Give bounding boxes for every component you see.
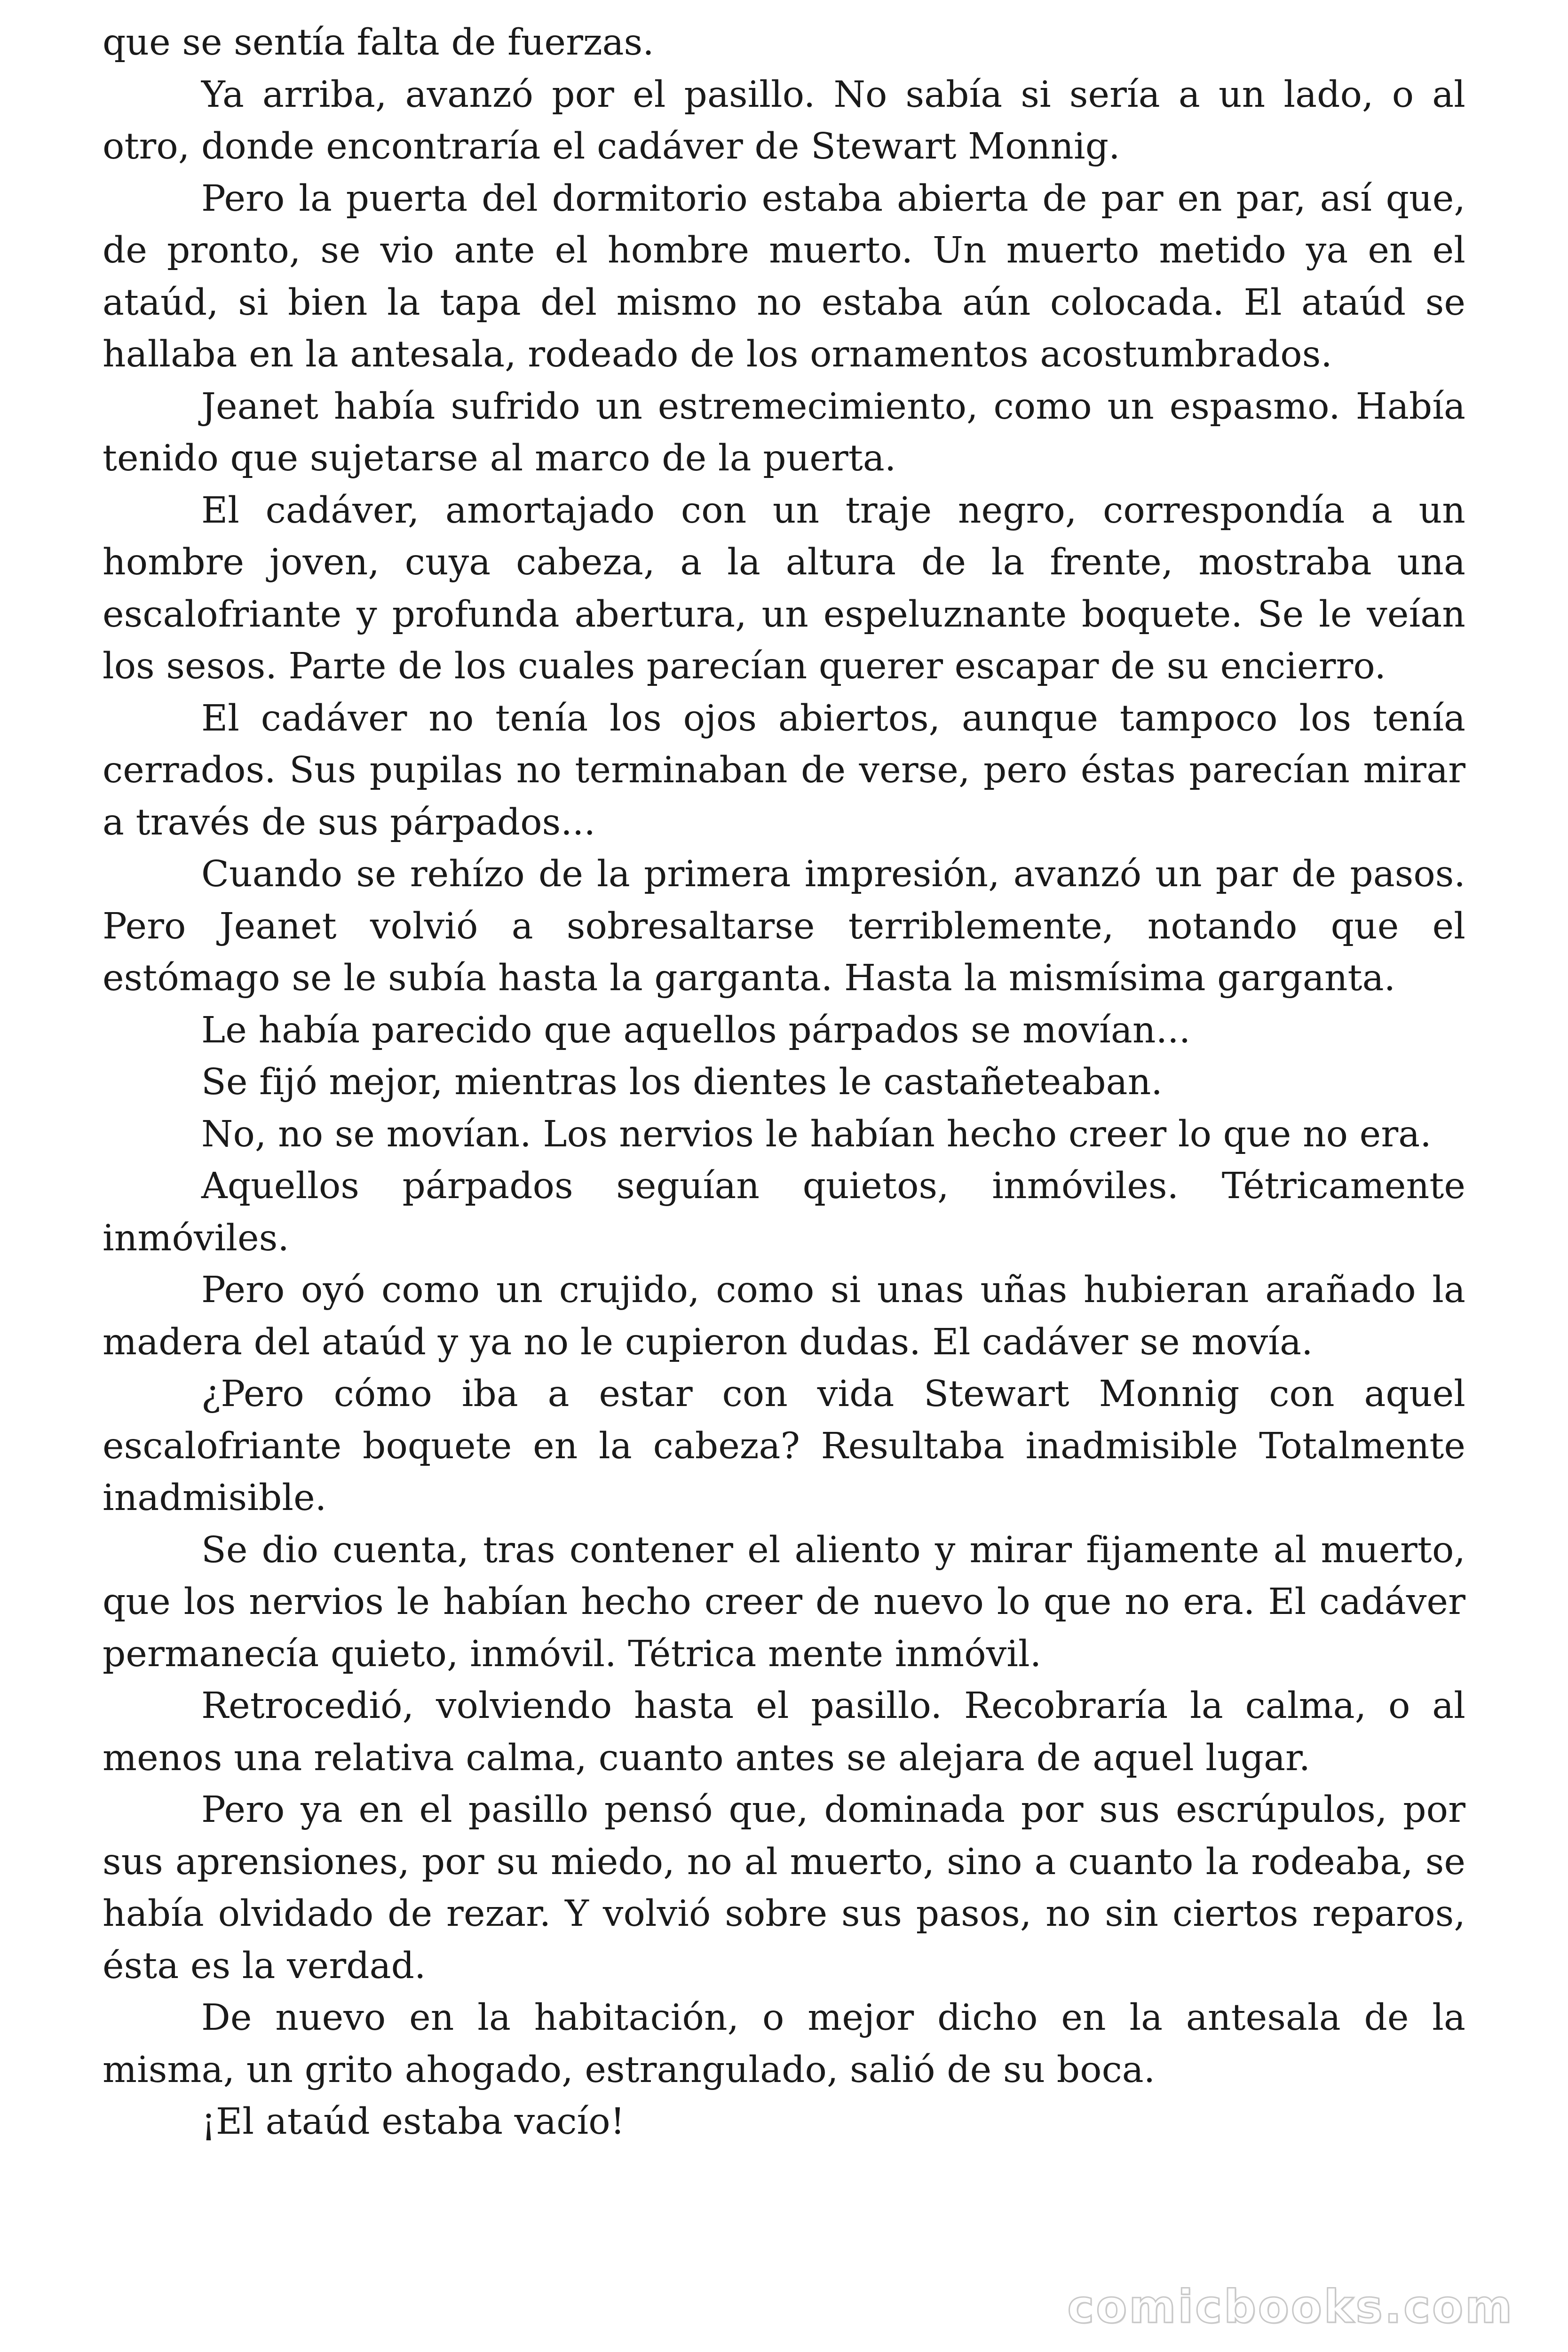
paragraph-12: Pero oyó como un crujido, como si unas uñas hubieran arañado la madera del ataúd y ya no le cupieron dudas. El cadáver se movía. — [103, 1269, 1465, 1363]
paragraph-14: Se dio cuenta, tras contener el aliento y mirar fijamente al muerto, que los nervios le habían hecho creer de nuevo lo que no era. El cadáver permanecía quieto, inmóvil. Tétrica mente inmóvil. — [103, 1529, 1465, 1675]
paragraph-7: Cuando se rehízo de la primera impresión, avanzó un par de pasos. Pero Jeanet volvió a sobresaltarse terriblemente, notando que el estómago se le subía hasta la garganta. Hasta la mismísima garganta. — [103, 853, 1465, 999]
paragraph-17: De nuevo en la habitación, o mejor dicho en la antesala de la misma, un grito ahogado, estrangulado, salió de su boca. — [103, 1997, 1465, 2091]
paragraph-3: Pero la puerta del dormitorio estaba abierta de par en par, así que, de pronto, se vio ante el hombre muerto. Un muerto metido ya en el ataúd, si bien la tapa del mismo no estaba aún colocada. El ataúd se hallaba en la antesala, rodeado de los ornamentos acostumbrados. — [103, 177, 1465, 375]
paragraph-16: Pero ya en el pasillo pensó que, dominada por sus escrúpulos, por sus aprensiones, por su miedo, no al muerto, sino a cuanto la rodeaba, se había olvidado de rezar. Y volvió sobre sus pasos, no sin ciertos reparos, ésta es la verdad. — [103, 1789, 1465, 1987]
paragraph-2: Ya arriba, avanzó por el pasillo. No sabía si sería a un lado, o al otro, donde encontraría el cadáver de Stewart Monnig. — [103, 73, 1465, 167]
paragraph-4: Jeanet había sufrido un estremecimiento, como un espasmo. Había tenido que sujetarse al marco de la puerta. — [103, 385, 1465, 479]
watermark: comicbooks.com — [1067, 2280, 1514, 2333]
paragraph-11: Aquellos párpados seguían quietos, inmóviles. Tétricamente inmóviles. — [103, 1165, 1465, 1259]
paragraph-10: No, no se movían. Los nervios le habían hecho creer lo que no era. — [201, 1113, 1432, 1155]
paragraph-5: El cadáver, amortajado con un traje negro, correspondía a un hombre joven, cuya cabeza, a la altura de la frente, mostraba una escalofriante y profunda abertura, un espeluznante boquete. Se le veían los sesos. Parte de los cuales parecían querer escapar de su encierro. — [103, 489, 1465, 687]
paragraph-1: que se sentía falta de fuerzas. — [103, 22, 654, 64]
paragraph-15: Retrocedió, volviendo hasta el pasillo. Recobraría la calma, o al menos una relativa calma, cuanto antes se alejara de aquel lugar. — [103, 1685, 1465, 1779]
page-body — [103, 17, 1465, 2148]
paragraph-18: ¡El ataúd estaba vacío! — [201, 2101, 625, 2143]
paragraph-9: Se fijó mejor, mientras los dientes le castañeteaban. — [201, 1061, 1163, 1103]
paragraph-6: El cadáver no tenía los ojos abiertos, aunque tampoco los tenía cerrados. Sus pupilas no terminaban de verse, pero éstas parecían mirar a través de sus párpados... — [103, 697, 1465, 843]
paragraph-13: ¿Pero cómo iba a estar con vida Stewart Monnig con aquel escalofriante boquete en la cabeza? Resultaba inadmisible Totalmente inadmisible. — [103, 1373, 1465, 1519]
paragraph-8: Le había parecido que aquellos párpados se movían... — [201, 1009, 1191, 1051]
